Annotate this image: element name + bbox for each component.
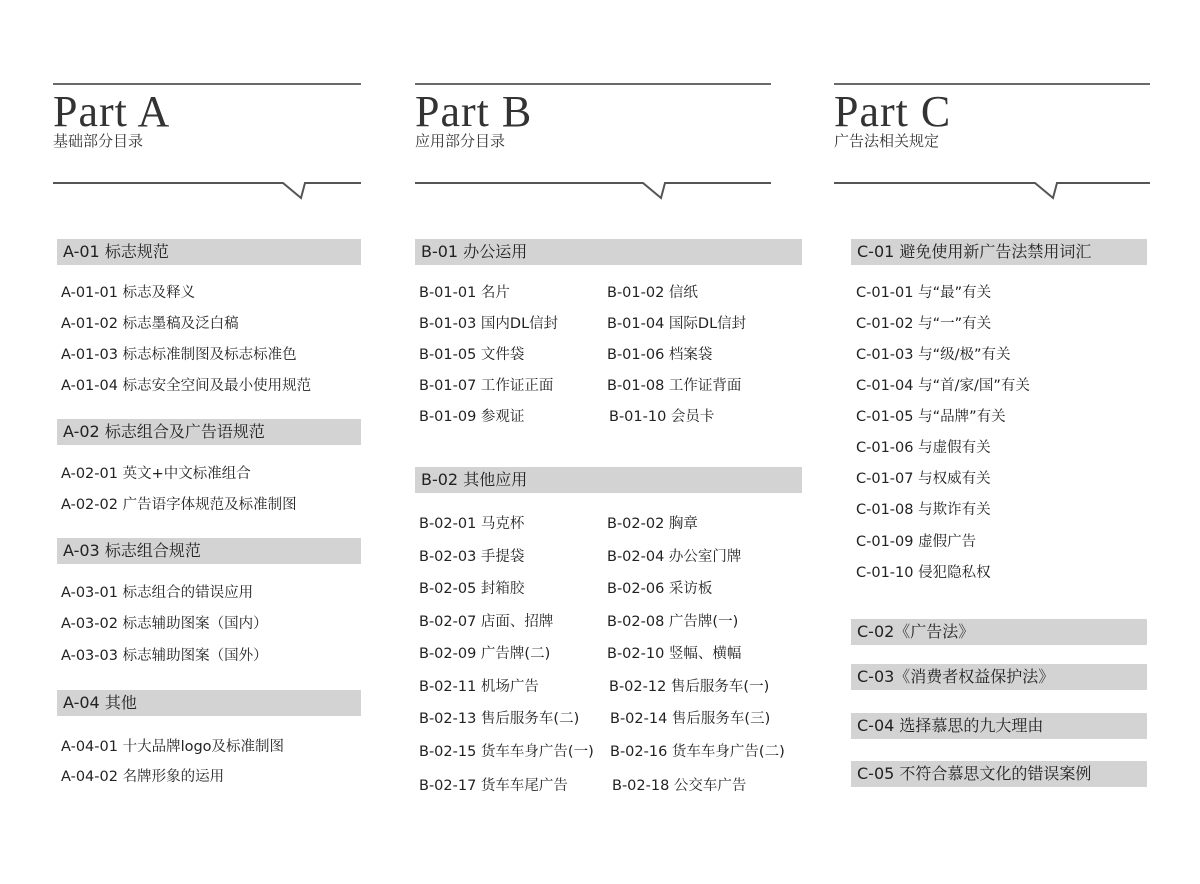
section-heading-a04: A-04 其他 bbox=[57, 690, 361, 716]
part-c-top-rule bbox=[834, 83, 1150, 85]
toc-item[interactable]: B-01-02 信纸 bbox=[607, 285, 698, 301]
toc-item[interactable]: A-04-02 名牌形象的运用 bbox=[61, 769, 225, 785]
toc-item[interactable]: B-02-03 手提袋 bbox=[419, 549, 525, 565]
section-heading-c03[interactable]: C-03《消费者权益保护法》 bbox=[851, 664, 1147, 690]
toc-item[interactable]: C-01-07 与权威有关 bbox=[856, 471, 991, 487]
part-b-title: Part B bbox=[415, 87, 533, 136]
section-heading-a01: A-01 标志规范 bbox=[57, 239, 361, 265]
toc-item[interactable]: B-01-06 档案袋 bbox=[607, 347, 713, 363]
toc-item[interactable]: B-02-07 店面、招牌 bbox=[419, 614, 554, 630]
section-heading-c05[interactable]: C-05 不符合慕思文化的错误案例 bbox=[851, 761, 1147, 787]
toc-item[interactable]: B-02-10 竖幅、横幅 bbox=[607, 646, 742, 662]
toc-item[interactable]: C-01-08 与欺诈有关 bbox=[856, 502, 991, 518]
part-b-bottom-rule bbox=[415, 176, 775, 202]
toc-item[interactable]: B-02-15 货车车身广告(一) bbox=[419, 744, 594, 760]
part-c-subtitle: 广告法相关规定 bbox=[834, 132, 940, 150]
toc-item[interactable]: A-02-02 广告语字体规范及标准制图 bbox=[61, 497, 297, 513]
toc-item[interactable]: B-02-14 售后服务车(三) bbox=[610, 711, 771, 727]
section-heading-c02[interactable]: C-02《广告法》 bbox=[851, 619, 1147, 645]
toc-item[interactable]: B-02-13 售后服务车(二) bbox=[419, 711, 580, 727]
part-a-subtitle: 基础部分目录 bbox=[53, 132, 144, 150]
toc-item[interactable]: B-02-02 胸章 bbox=[607, 516, 698, 532]
toc-item[interactable]: B-01-04 国际DL信封 bbox=[607, 316, 747, 332]
toc-item[interactable]: B-01-03 国内DL信封 bbox=[419, 316, 559, 332]
toc-item[interactable]: A-01-03 标志标准制图及标志标准色 bbox=[61, 347, 297, 363]
section-heading-b01: B-01 办公运用 bbox=[415, 239, 802, 265]
part-a-bottom-rule bbox=[53, 176, 363, 202]
toc-item[interactable]: A-01-02 标志墨稿及泛白稿 bbox=[61, 316, 239, 332]
toc-item[interactable]: C-01-03 与“级/极”有关 bbox=[856, 347, 1011, 363]
toc-item[interactable]: C-01-06 与虚假有关 bbox=[856, 440, 991, 456]
toc-item[interactable]: C-01-02 与“一”有关 bbox=[856, 316, 992, 332]
toc-item[interactable]: B-01-08 工作证背面 bbox=[607, 378, 742, 394]
section-heading-b02: B-02 其他应用 bbox=[415, 467, 802, 493]
part-b-top-rule bbox=[415, 83, 771, 85]
toc-item[interactable]: B-02-09 广告牌(二) bbox=[419, 646, 551, 662]
part-a-top-rule bbox=[53, 83, 361, 85]
toc-item[interactable]: B-02-04 办公室门牌 bbox=[607, 549, 742, 565]
toc-item[interactable]: B-02-08 广告牌(一) bbox=[607, 614, 739, 630]
toc-item[interactable]: A-01-01 标志及释义 bbox=[61, 285, 196, 301]
toc-item[interactable]: C-01-01 与“最”有关 bbox=[856, 285, 992, 301]
toc-item[interactable]: B-02-11 机场广告 bbox=[419, 679, 539, 695]
section-heading-a02: A-02 标志组合及广告语规范 bbox=[57, 419, 361, 445]
section-heading-c01: C-01 避免使用新广告法禁用词汇 bbox=[851, 239, 1147, 265]
toc-item[interactable]: B-02-18 公交车广告 bbox=[612, 778, 747, 794]
toc-item[interactable]: B-02-17 货车车尾广告 bbox=[419, 778, 568, 794]
toc-item[interactable]: A-03-01 标志组合的错误应用 bbox=[61, 585, 254, 601]
toc-item[interactable]: B-01-05 文件袋 bbox=[419, 347, 525, 363]
toc-item[interactable]: B-01-07 工作证正面 bbox=[419, 378, 554, 394]
toc-item[interactable]: A-02-01 英文+中文标准组合 bbox=[61, 466, 251, 482]
toc-item[interactable]: C-01-10 侵犯隐私权 bbox=[856, 565, 991, 581]
part-c-title: Part C bbox=[834, 87, 952, 136]
section-heading-c04[interactable]: C-04 选择慕思的九大理由 bbox=[851, 713, 1147, 739]
toc-item[interactable]: B-01-10 会员卡 bbox=[609, 409, 715, 425]
toc-item[interactable]: B-02-16 货车车身广告(二) bbox=[610, 744, 785, 760]
part-b-subtitle: 应用部分目录 bbox=[415, 132, 506, 150]
toc-item[interactable]: A-03-02 标志辅助图案（国内） bbox=[61, 616, 268, 632]
toc-item[interactable]: A-04-01 十大品牌logo及标准制图 bbox=[61, 739, 285, 755]
part-c-bottom-rule bbox=[834, 176, 1154, 202]
section-heading-a03: A-03 标志组合规范 bbox=[57, 538, 361, 564]
toc-item[interactable]: A-03-03 标志辅助图案（国外） bbox=[61, 648, 268, 664]
toc-item[interactable]: B-02-06 采访板 bbox=[607, 581, 713, 597]
part-a-title: Part A bbox=[53, 87, 171, 136]
toc-item[interactable]: B-01-01 名片 bbox=[419, 285, 510, 301]
toc-item[interactable]: B-02-05 封箱胶 bbox=[419, 581, 525, 597]
toc-item[interactable]: C-01-04 与“首/家/国”有关 bbox=[856, 378, 1030, 394]
toc-item[interactable]: B-02-12 售后服务车(一) bbox=[609, 679, 770, 695]
toc-item[interactable]: C-01-05 与“品牌”有关 bbox=[856, 409, 1006, 425]
toc-item[interactable]: B-01-09 参观证 bbox=[419, 409, 525, 425]
toc-item[interactable]: B-02-01 马克杯 bbox=[419, 516, 525, 532]
toc-item[interactable]: C-01-09 虚假广告 bbox=[856, 534, 977, 550]
toc-item[interactable]: A-01-04 标志安全空间及最小使用规范 bbox=[61, 378, 312, 394]
